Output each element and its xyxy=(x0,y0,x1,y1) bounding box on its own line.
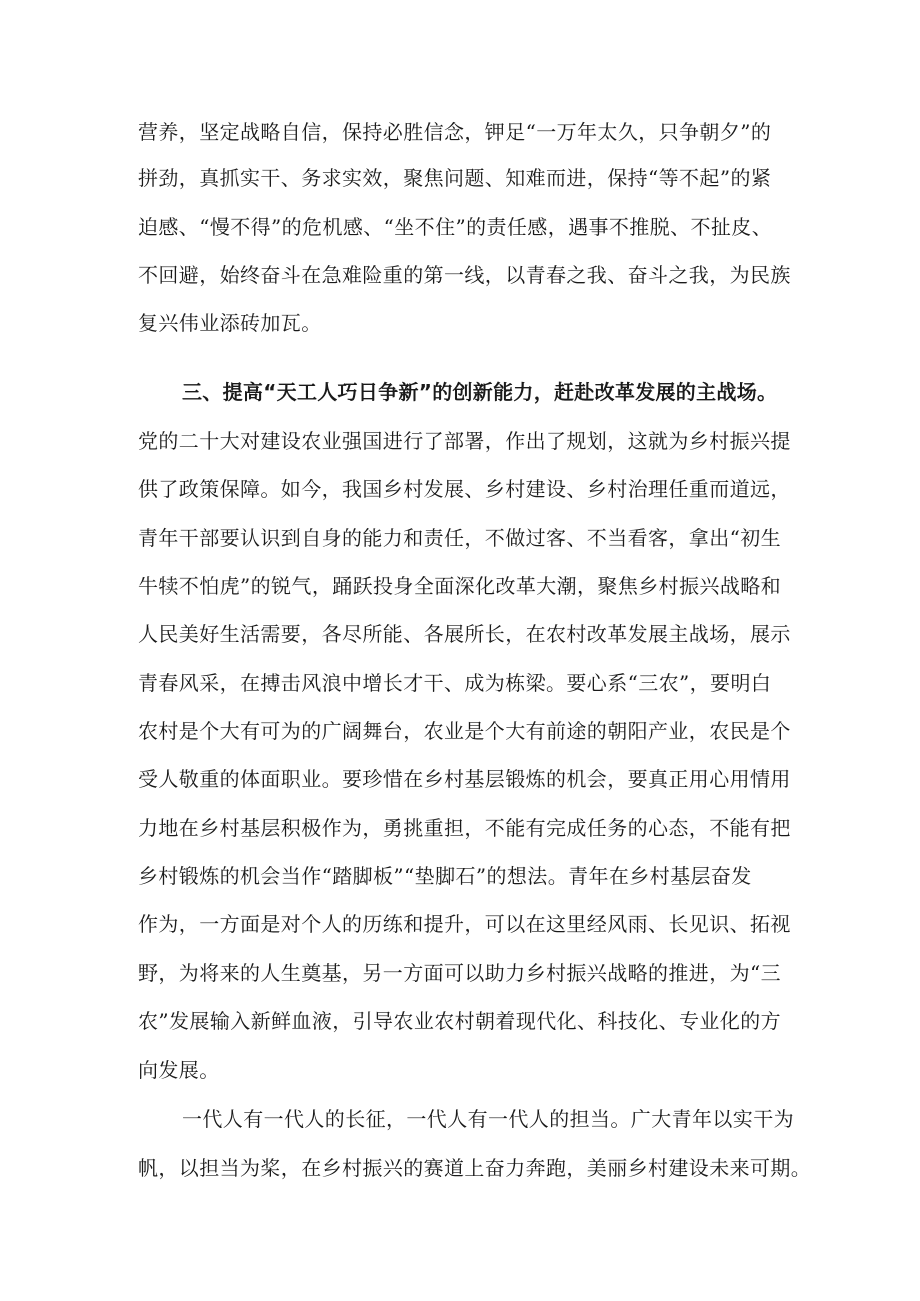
text-line: 迫感、“慢不得”的危机感、“坐不住”的责任感，遇事不推脱、不扯皮、 xyxy=(138,215,773,239)
text-line: 营养，坚定战略自信，保持必胜信念，钾足“一万年太久，只争朝夕”的 xyxy=(138,120,772,144)
text-line: 农”发展输入新鲜血液，引导农业农村朝着现代化、科技化、专业化的方 xyxy=(138,1009,782,1033)
text-line: 不回避，始终奋斗在急难险重的第一线，以青春之我、奋斗之我，为民族 xyxy=(138,263,791,287)
text-line: 农村是个大有可为的广阔舞台，农业是个大有前途的朝阳产业，农民是个 xyxy=(138,719,791,743)
text-line: 力地在乡村基层积极作为，勇挑重担，不能有完成任务的心态，不能有把 xyxy=(138,816,791,840)
section-heading: 三、提高“天工人巧日争新”的创新能力，赶赴改革发展的主战场。 xyxy=(182,380,778,404)
text-line: 拼劲，真抓实干、务求实效，聚焦问题、知难而进，保持“等不起”的紧 xyxy=(138,166,772,190)
text-line: 供了政策保障。如今，我国乡村发展、乡村建设、乡村治理任重而道远， xyxy=(138,477,791,501)
text-line: 受人敬重的体面职业。要珍惜在乡村基层锻炼的机会，要真正用心用情用 xyxy=(138,767,791,791)
text-line: 向发展。 xyxy=(138,1058,220,1082)
text-line: 帆，以担当为桨，在乡村振兴的赛道上奋力奔跑，美丽乡村建设未来可期。 xyxy=(138,1156,812,1180)
text-line: 人民美好生活需要，各尽所能、各展所长，在农村改革发展主战场，展示 xyxy=(138,622,791,646)
text-line: 复兴伟业添砖加瓦。 xyxy=(138,311,322,335)
text-line: 乡村锻炼的机会当作“踏脚板”“垫脚石”的想法。青年在乡村基层奋发 xyxy=(138,864,752,888)
text-line: 青春风采，在搏击风浪中增长才干、成为栋梁。要心系“三农”，要明白 xyxy=(138,671,772,695)
text-line: 牛犊不怕虎”的锐气，踊跃投身全面深化改革大潮，聚焦乡村振兴战略和 xyxy=(138,574,782,598)
text-line: 野，为将来的人生奠基，另一方面可以助力乡村振兴战略的推进，为“三 xyxy=(138,961,782,985)
text-line: 作为，一方面是对个人的历练和提升，可以在这里经风雨、长见识、拓视 xyxy=(138,912,791,936)
text-line: 党的二十大对建设农业强国进行了部署，作出了规划，这就为乡村振兴提 xyxy=(138,429,791,453)
text-line: 一代人有一代人的长征，一代人有一代人的担当。广大青年以实干为 xyxy=(182,1107,794,1131)
text-line: 青年干部要认识到自身的能力和责任，不做过客、不当看客，拿出“初生 xyxy=(138,526,782,550)
